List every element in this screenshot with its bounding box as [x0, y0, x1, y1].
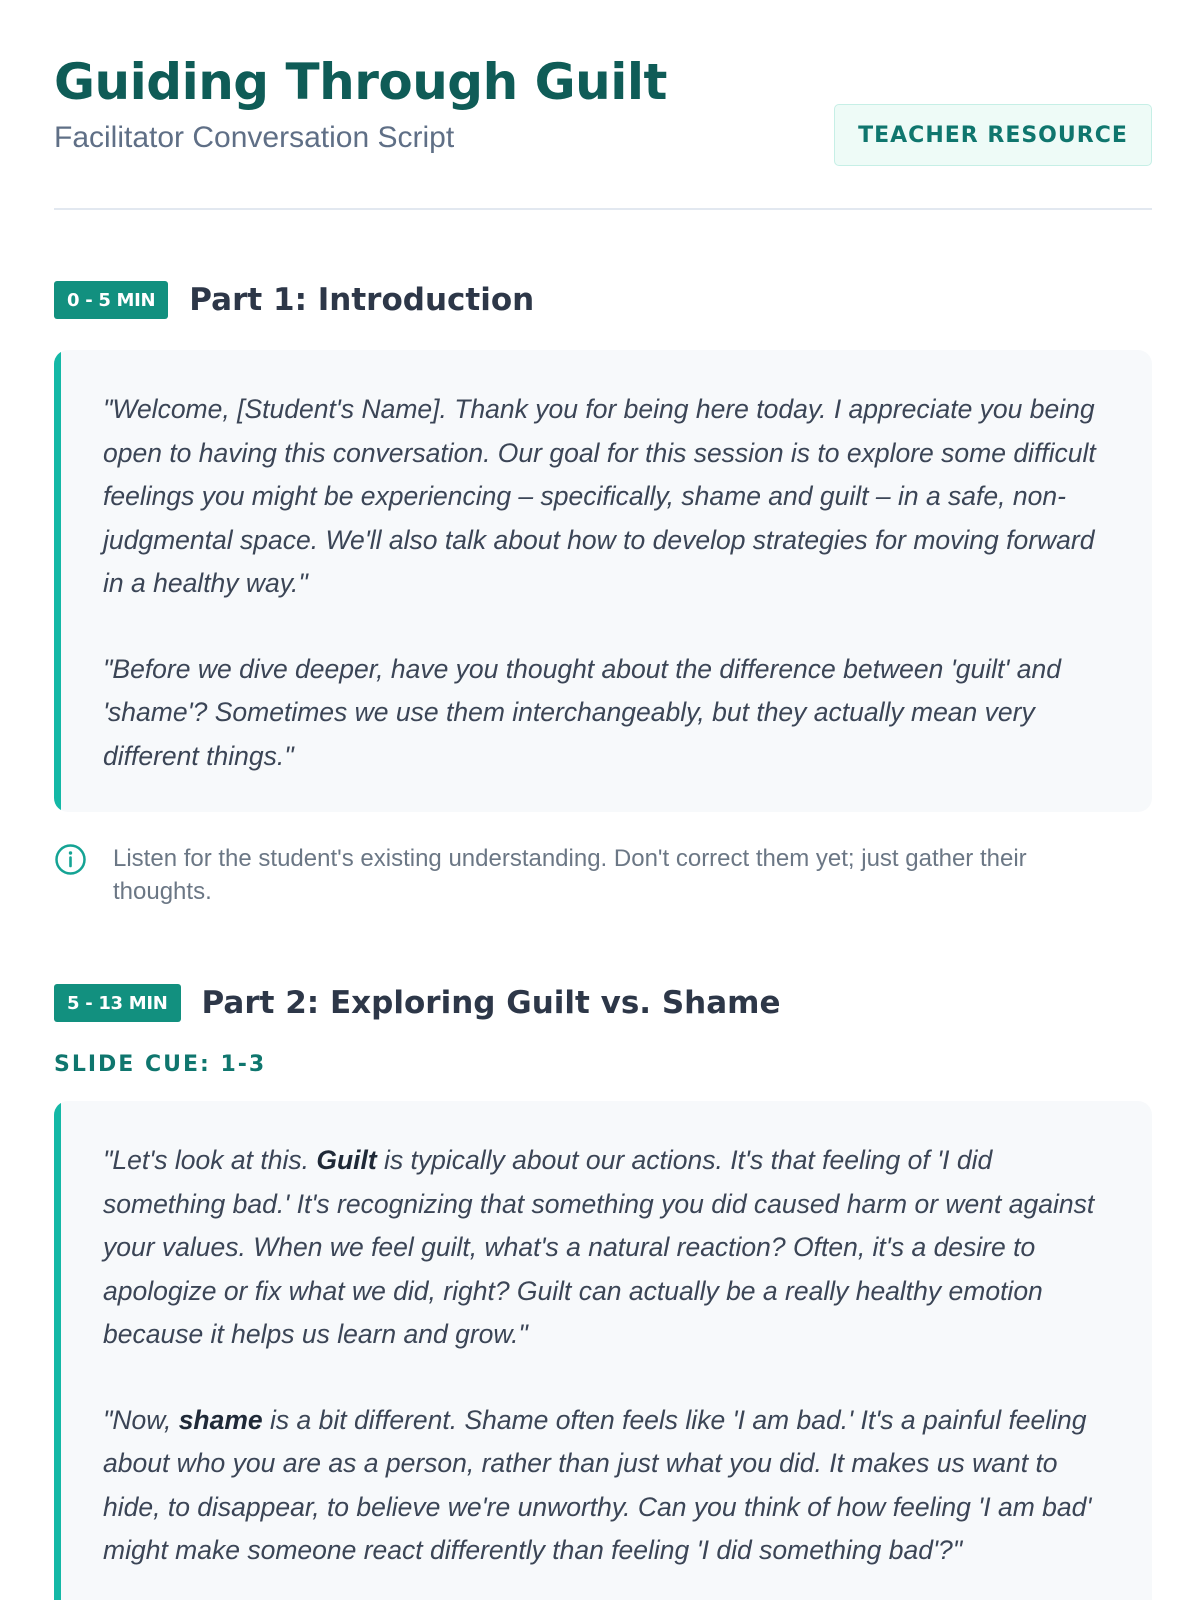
section-part-2 — [54, 983, 1152, 1600]
script-paragraph — [103, 1139, 1116, 1357]
section-header — [54, 983, 1152, 1023]
script-text: is typically about our actions. It's that feeling of 'I did something bad.' It's recognizing that something you did caused harm or went against your values. When we feel guilt, what's a natural reaction? Often, it's a desire to apologize or fix what we did, right? Guilt can actually be a really healthy emotion because it helps us learn and grow." — [103, 1145, 1095, 1349]
time-badge: 5 - 13 MIN — [54, 984, 181, 1022]
time-badge: 0 - 5 MIN — [54, 281, 168, 319]
script-paragraph: "Before we dive deeper, have you thought about the difference between 'guilt' and 'shame'? Sometimes we use them interchangeably, but they actually mean very different things." — [103, 653, 1062, 771]
section-title: Part 2: Exploring Guilt vs. Shame — [201, 985, 781, 1021]
teacher-resource-badge: TEACHER RESOURCE — [834, 104, 1152, 166]
section-part-1 — [54, 280, 1152, 908]
emphasis-term-shame: shame — [178, 1404, 263, 1435]
page-title: Guiding Through Guilt — [54, 53, 667, 111]
document-header — [54, 0, 1152, 210]
facilitator-tip — [54, 842, 1152, 908]
script-paragraph — [103, 1399, 1116, 1573]
script-text: "Now, — [103, 1404, 179, 1435]
script-text: is a bit different. Shame often feels like 'I am bad.' It's a painful feeling about who you are as a person, rather than just what you did. It makes us want to hide, to disappear, to believe we're unworthy. Can you think of how feeling 'I am bad' might make someone react differently than feeling 'I did something bad'?" — [103, 1404, 1092, 1565]
script-box — [54, 350, 1152, 812]
script-paragraph: "Welcome, [Student's Name]. Thank you for being here today. I appreciate you being open to having this conversation. Our goal for this session is to explore some difficult feelings you might be experiencing – specifically, shame and guilt – in a safe, non-judgmental space. We'll also talk about how to develop strategies for moving forward in a healthy way." — [103, 394, 1096, 598]
info-icon — [54, 843, 87, 876]
section-title: Part 1: Introduction — [189, 282, 535, 318]
tip-text: Listen for the student's existing understanding. Don't correct them yet; just gather their thoughts. — [113, 845, 1027, 905]
script-text: "Let's look at this. — [103, 1145, 317, 1175]
script-box — [54, 1101, 1152, 1600]
slide-cue: SLIDE CUE: 1-3 — [54, 1052, 267, 1077]
page-subtitle: Facilitator Conversation Script — [54, 121, 455, 154]
emphasis-term-guilt: Guilt — [316, 1145, 377, 1175]
section-header — [54, 280, 1152, 320]
